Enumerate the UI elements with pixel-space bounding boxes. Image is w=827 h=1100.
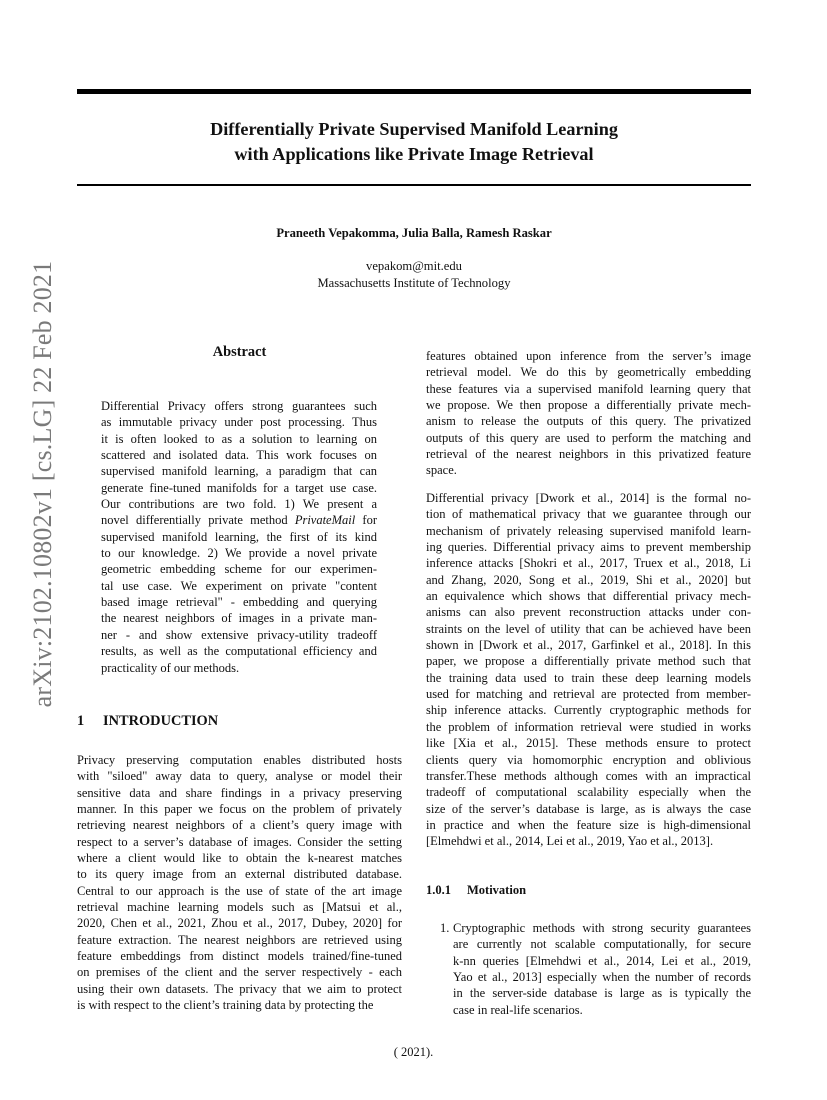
subsection-heading-motivation <box>426 883 526 898</box>
text-line: feature embeddings from distinct models trained/fine-tuned <box>77 949 402 964</box>
text-line: retrieval model. We do this by geometrically embedding <box>426 365 751 380</box>
author-list: Praneeth Vepakomma, Julia Balla, Ramesh Raskar <box>276 226 552 240</box>
text-line: these features via a supervised manifold learning query that <box>426 381 751 396</box>
text-line: is with respect to the client’s training data by protecting the <box>77 998 374 1013</box>
text-line: supervised manifold learning, the first of its kind <box>101 529 377 544</box>
text-line: based image retrieval" - embedding and querying <box>101 595 377 610</box>
paper-title <box>77 117 751 167</box>
text-line: we propose. We then propose a differentially private mech- <box>426 398 751 413</box>
text-line: respect to a server’s database of images. Consider the setting <box>77 834 402 849</box>
text-line: k-nn queries [Elmehdwi et al., 2014, Lei et al., 2019, <box>453 953 751 968</box>
text-line: ner - and show extensive privacy-utility tradeoff <box>101 627 377 642</box>
text-line: are currently not scalable computationally, for secure <box>453 937 751 952</box>
text-line: anism to release the outputs of this query. The privatized <box>426 414 751 429</box>
text-line: as immutable privacy under post processing. Thus <box>101 415 377 430</box>
text-line: clients query via homomorphic encryption and oblivious <box>426 752 751 767</box>
introduction-paragraph <box>77 752 402 1014</box>
text-line: space. <box>426 463 457 478</box>
right-paragraph-1 <box>426 348 751 479</box>
text-line: retrieval of the nearest neighbors in this privatized feature <box>426 447 751 462</box>
text-line: in the server-side database is large as is typically the <box>453 986 751 1001</box>
title-line: Differentially Private Supervised Manifold Learning <box>210 119 618 139</box>
text-line: Cryptographic methods with strong security guarantees <box>453 921 751 935</box>
text-line: practicality of our methods. <box>101 660 240 675</box>
text-segment: novel differentially private method <box>101 513 295 528</box>
text-line: the problem of information retrieval were studied in works <box>426 719 751 734</box>
text-line: retrieving nearest neighbors of a client’s query image with <box>77 818 402 833</box>
text-line: ing queries. Differential privacy aims to prevent membership <box>426 540 751 555</box>
text-line: sensitive data and share findings in a privacy preserving <box>77 785 402 800</box>
text-line: on premises of the client and the server respectively - each <box>77 965 402 980</box>
text-line: retrieval machine learning models such as [Matsui et al., <box>77 900 402 915</box>
method-name: PrivateMail <box>294 513 356 528</box>
text-line: where a client would like to obtain the k-nearest matches <box>77 851 402 866</box>
section-title: INTRODUCTION <box>103 713 219 729</box>
right-paragraph-2 <box>426 490 751 850</box>
text-line: Privacy preserving computation enables distributed hosts <box>77 753 402 767</box>
text-line: using their own datasets. The privacy that we aim to protect <box>77 981 402 996</box>
affiliation <box>77 258 751 292</box>
text-line: to its query image from an external distributed database. <box>77 867 402 882</box>
list-marker: 1. <box>440 921 450 935</box>
text-line: transfer.These methods although comes with an impractical <box>426 768 751 783</box>
text-line <box>101 512 377 528</box>
text-line: in practice and when the feature size is high-dimensional <box>426 817 751 832</box>
title-rule <box>77 184 751 186</box>
text-line: manner. In this paper we focus on the problem of privately <box>77 802 402 817</box>
text-line: ship inference attacks. Currently cryptographic methods for <box>426 703 751 718</box>
text-line: size of the server’s database is large, as is always the case <box>426 801 751 816</box>
text-line: geometric embedding scheme for our experimen- <box>101 562 377 577</box>
page-footer: ( 2021). <box>393 1045 434 1059</box>
abstract-heading: Abstract <box>212 344 267 360</box>
text-line: feature extraction. The nearest neighbors are retrieved using <box>77 932 402 947</box>
text-line: paper, we propose a differentially private method such that <box>426 654 751 669</box>
text-line: 2020, Chen et al., 2021, Zhou et al., 2017, Dubey, 2020] for <box>77 916 402 931</box>
text-line: like [Xia et al., 2015]. These methods ensure to protect <box>426 736 751 751</box>
text-line: shown in [Dwork et al., 2017, Garfinkel et al., 2018]. In this <box>426 638 751 653</box>
subsection-number: 1.0.1 <box>426 883 451 897</box>
text-line: Differential privacy [Dwork et al., 2014] is the formal no- <box>426 491 751 505</box>
text-line: Differential Privacy offers strong guarantees such <box>101 399 377 413</box>
text-line: it is often looked to as a solution to learning on <box>101 431 377 446</box>
text-line: used for matching and retrieval are protected from member- <box>426 687 751 702</box>
institution: Massachusetts Institute of Technology <box>317 276 511 290</box>
text-line: generate fine-tuned manifolds for a target use case. <box>101 480 377 495</box>
text-line: to our knowledge. 2) We provide a novel private <box>101 546 377 561</box>
text-line: Central to our approach is the use of state of the art image <box>77 883 402 898</box>
author-email: vepakom@mit.edu <box>366 259 462 273</box>
text-line: the nearest neighbors of images in a private man- <box>101 611 377 626</box>
text-line: results, as well as the computational efficiency and <box>101 644 377 659</box>
title-line: with Applications like Private Image Retrieval <box>234 144 594 164</box>
text-line: with "siloed" away data to query, analyse or model their <box>77 769 402 784</box>
text-line: mechanism of privately releasing supervised manifold learn- <box>426 523 751 538</box>
text-line: the training data used to train these deep learning models <box>426 670 751 685</box>
section-heading-introduction <box>77 713 218 730</box>
subsection-title: Motivation <box>467 883 527 897</box>
text-line: supervised manifold learning, a paradigm that can <box>101 464 377 479</box>
text-line: tion of mathematical privacy that we guarantee through our <box>426 507 751 522</box>
text-line: case in real-life scenarios. <box>453 1002 583 1017</box>
text-line: an equivalence which shows that differential privacy mech- <box>426 589 751 604</box>
text-line: tal use case. We experiment on private "content <box>101 578 377 593</box>
text-line: outputs of this query are used to perform the matching and <box>426 430 751 445</box>
text-line: scattered and isolated data. This work focuses on <box>101 448 377 463</box>
text-line: anisms can also prevent reconstruction attacks under con- <box>426 605 751 620</box>
text-line: [Elmehdwi et al., 2014, Lei et al., 2019, Yao et al., 2013]. <box>426 834 714 849</box>
text-line: inference attacks [Shokri et al., 2017, Truex et al., 2018, Li <box>426 556 751 571</box>
text-line: tradeoff of computational scalability especially when the <box>426 785 751 800</box>
text-segment: for <box>355 513 377 528</box>
text-line: features obtained upon inference from the server’s image <box>426 349 751 363</box>
text-line: and Zhang, 2020, Song et al., 2019, Shi et al., 2020] but <box>426 572 751 587</box>
text-line: straints on the level of utility that can be achieved have been <box>426 621 751 636</box>
text-line: Yao et al., 2013] especially when the number of records <box>453 970 751 985</box>
text-line: Our contributions are two fold. 1) We present a <box>101 497 377 512</box>
list-item-text <box>453 920 751 1018</box>
section-number: 1 <box>77 713 85 729</box>
arxiv-stamp: arXiv:2102.10802v1 [cs.LG] 22 Feb 2021 <box>28 260 57 708</box>
top-rule <box>77 89 751 94</box>
abstract-body <box>101 398 377 676</box>
